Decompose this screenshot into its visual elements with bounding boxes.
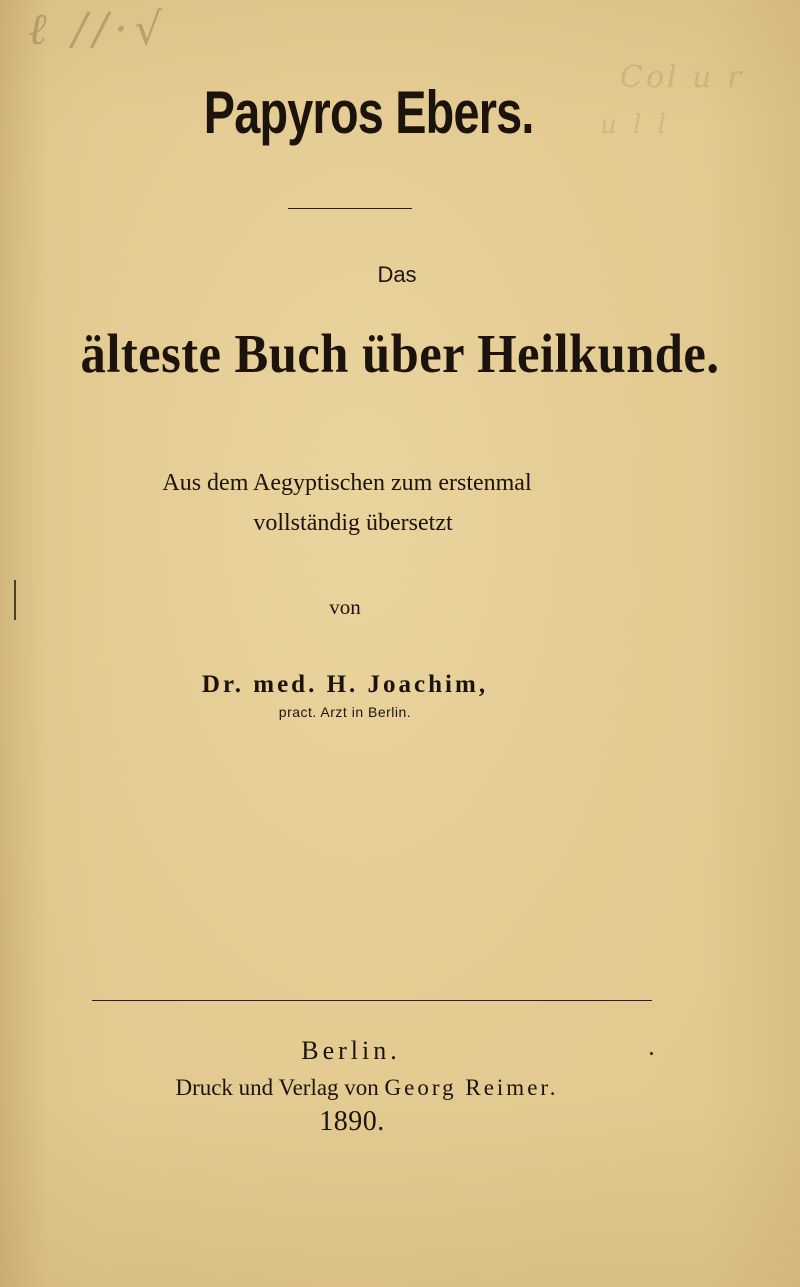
translation-note-line1: Aus dem Aegyptischen zum erstenmal (162, 470, 532, 496)
imprint-divider (92, 1000, 652, 1001)
faint-bleed-through-mark: Col u r (620, 60, 745, 95)
author (0, 671, 745, 699)
imprint-city: Berlin. (301, 1036, 401, 1065)
imprint-year: 1890. (319, 1106, 385, 1137)
publisher-name: Georg Reimer. (384, 1075, 559, 1100)
imprint-publisher (0, 1075, 767, 1101)
publisher-prefix: Druck und Verlag von (175, 1075, 379, 1100)
translation-note-line2: vollständig übersetzt (253, 510, 453, 536)
book-subtitle: älteste Buch über Heilkunde. (80, 323, 720, 384)
handwritten-mark: ℓ //·√ (28, 4, 168, 55)
author-affiliation: pract. Arzt in Berlin. (278, 704, 412, 720)
author-prefix: Dr. med. H. (201, 671, 359, 698)
book-title: Papyros Ebers. (203, 79, 534, 146)
title-divider (288, 208, 412, 209)
subtitle-article: Das (377, 262, 417, 287)
by-label: von (329, 595, 361, 619)
faint-bleed-through-mark: u l l (600, 110, 670, 140)
author-name: Joachim, (367, 671, 489, 698)
ink-speck (650, 1052, 653, 1055)
